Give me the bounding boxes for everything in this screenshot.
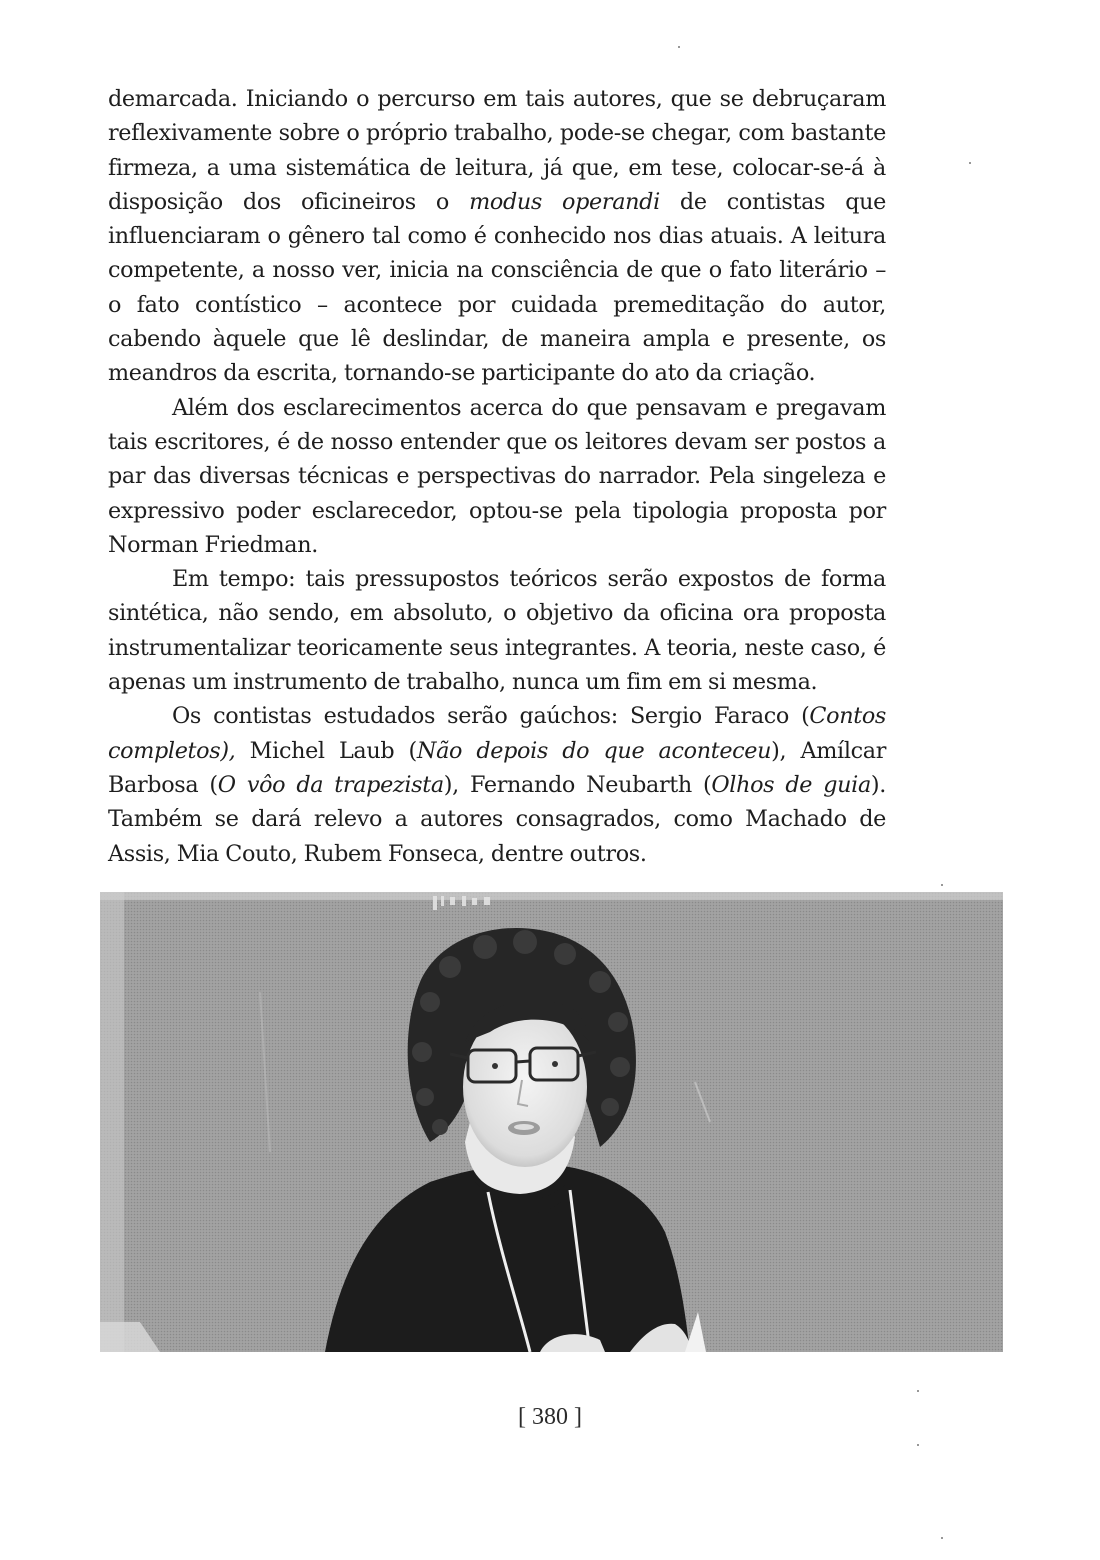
italic-title: O vôo da trapezista: [217, 771, 444, 798]
scan-speck: [917, 1444, 919, 1446]
text-run: ), Amílcar Barbosa (: [108, 737, 886, 798]
text-run: Além dos esclarecimentos acerca do que pensavam e pregavam tais escritores, é de nosso entender que os leitores devam ser postos a par das diversas técnicas e perspectivas do narrador. Pela singeleza e expressivo poder esclarecedor, optou-se pela tipologia proposta por Norman Friedman.: [108, 394, 886, 558]
paragraph: [108, 562, 886, 699]
paragraph: [108, 391, 886, 562]
italic-title: Olhos de guia: [711, 771, 871, 798]
board-edge: [100, 892, 124, 1352]
italic-title: Não depois do que aconteceu: [416, 737, 772, 764]
body-text: [108, 82, 886, 871]
scan-speck: [941, 1537, 943, 1539]
italic-title: Contos completos),: [108, 703, 886, 764]
text-run: Michel Laub (: [235, 737, 417, 764]
text-run: Em tempo: tais pressupostos teóricos serão expostos de forma sintética, não sendo, em absoluto, o objetivo da oficina ora proposta instrumentalizar teoricamente seus integrantes. A teoria, neste caso, é apenas um instrumento de trabalho, nunca um fim em si mesma.: [108, 566, 886, 696]
scan-speck: [917, 1390, 919, 1392]
italic-title: modus operandi: [469, 188, 660, 215]
scan-speck: [678, 46, 680, 48]
text-run: ), Fernando Neubarth (: [443, 771, 712, 798]
scan-speck: [969, 162, 971, 164]
text-run: ). Também se dará relevo a autores consagrados, como Machado de Assis, Mia Couto, Rubem Fonseca, dentre outros.: [108, 771, 886, 867]
paragraph: [108, 699, 886, 870]
text-run: demarcada. Iniciando o percurso em tais autores, que se debruçaram reflexivamente sobre o próprio trabalho, pode-se chegar, com bastante firmeza, a uma sistemática de leitura, já que, em tese, colocar-se-á à disposição dos oficineiros o: [108, 86, 886, 215]
scan-speck: [941, 884, 943, 886]
paragraph: [108, 82, 886, 391]
text-run: Os contistas estudados serão gaúchos: Sergio Faraco (: [172, 703, 810, 730]
photograph: [100, 892, 1003, 1352]
text-run: de contistas que influenciaram o gênero tal como é conhecido nos dias atuais. A leitura competente, a nosso ver, inicia na consciência de que o fato literário – o fato contístico – acontece por cuidada premeditação do autor, cabendo àquele que lê deslindar, de maneira ampla e presente, os meandros da escrita, tornando-se participante do ato da criação.: [108, 188, 886, 387]
page-number: [ 380 ]: [518, 1404, 582, 1430]
photo-illustration: [100, 892, 1003, 1352]
